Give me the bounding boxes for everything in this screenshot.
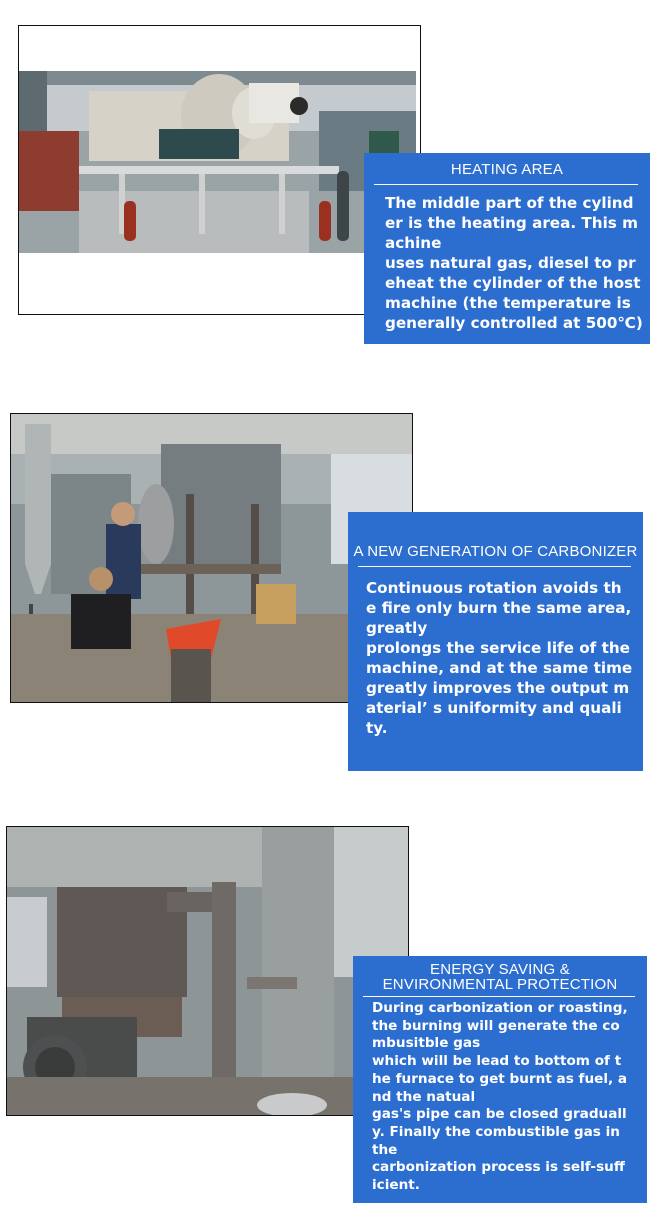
- photo-frame-energy: [6, 826, 409, 1116]
- info-box-heating: [364, 153, 650, 344]
- section-body: The middle part of the cylind er is the heating area. This m achine uses natural gas, diesel to pr eheat the cylinder of the host machine (the temperature is generally controlled at 500℃): [385, 194, 643, 332]
- photo-heating-machine: [19, 71, 416, 253]
- section-body: During carbonization or roasting, the burning will generate the co mbusitble gas which will be lead to bottom of t he furnace to get burnt as fuel, a nd the natual gas's pipe can be closed graduall y. Finally the combustible gas in the carbonization process is self-suff icient.: [372, 1000, 628, 1194]
- section-body: Continuous rotation avoids th e fire only burn the same area, greatly prolongs the service life of the machine, and at the same time greatly improves the output m aterial’ s uniformity and quali ty.: [366, 579, 633, 737]
- info-box-energy: [353, 956, 647, 1203]
- section-title: HEATING AREA: [450, 161, 564, 178]
- info-box-carbonizer: [348, 512, 643, 771]
- section-title: A NEW GENERATION OF CARBONIZER: [353, 543, 638, 560]
- photo-energy-equipment: [7, 827, 408, 1115]
- section-title: ENERGY SAVING & ENVIRONMENTAL PROTECTION: [382, 961, 618, 993]
- photo-frame-heating: [18, 25, 421, 315]
